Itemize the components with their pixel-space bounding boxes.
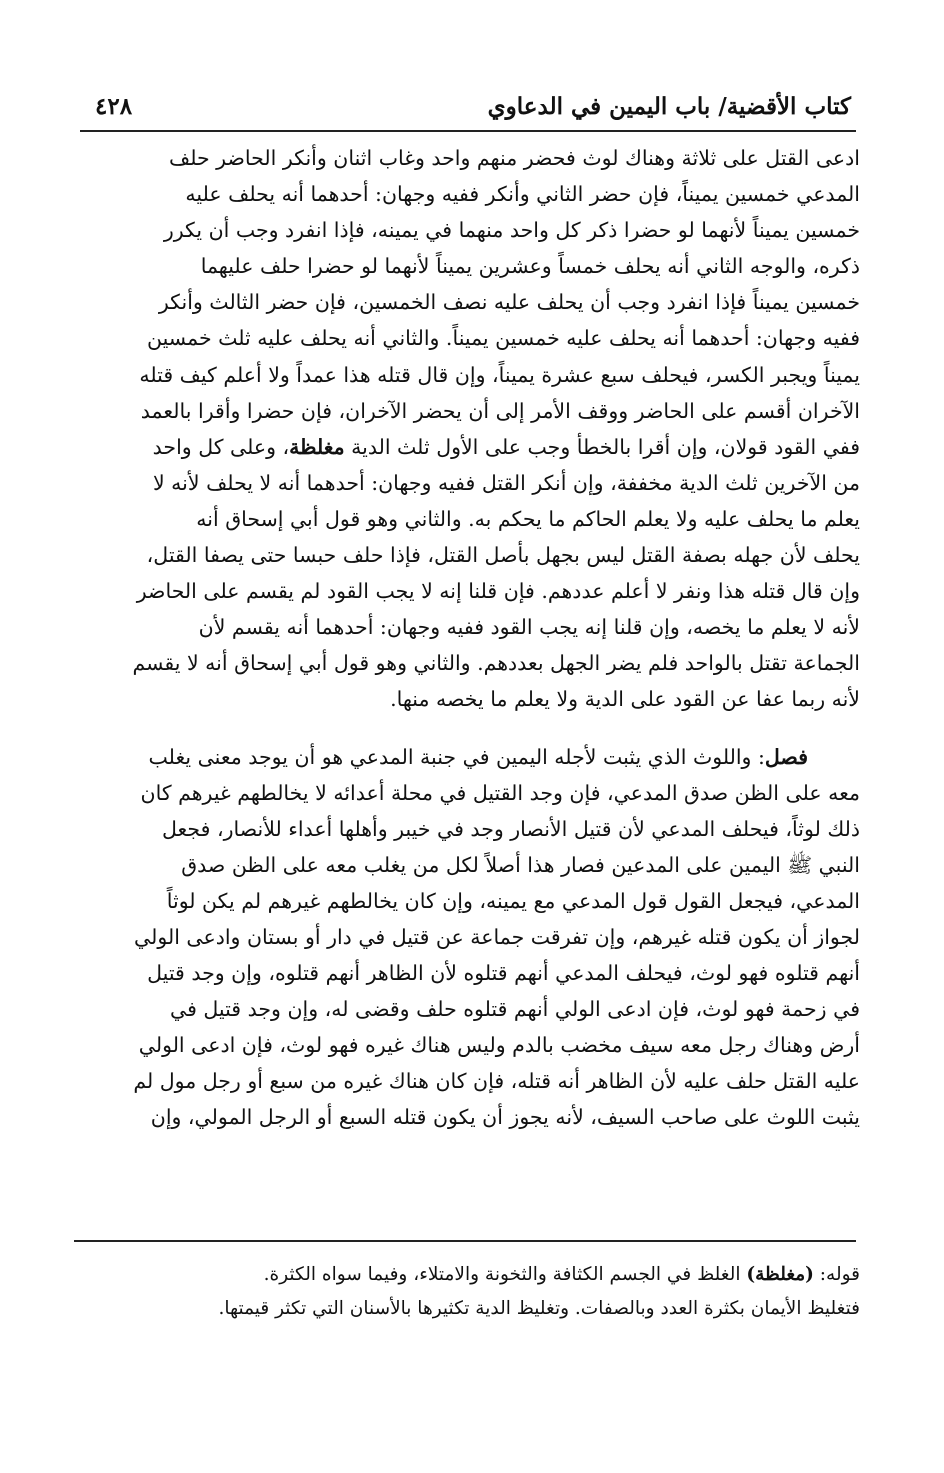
text-line: أرض وهناك رجل معه سيف مخضب بالدم وليس هناك غيره فهو لوث، فإن ادعى الولي [138, 1033, 860, 1058]
text-line: عليه القتل حلف عليه لأن الظاهر أنه قتله، فإن كان هناك غيره من سبع أو رجل مول لم [133, 1069, 860, 1094]
glossed-term: (مغلظة) [746, 1264, 814, 1285]
text-line: ذلك لوثاً، فيحلف المدعي لأن قتيل الأنصار وجد في خيبر وأهلها أعداء للأنصار، فجعل [162, 816, 860, 841]
text-run: : واللوث الذي يثبت لأجله اليمين في جنبة المدعي هو أن يوجد معنى يغلب [148, 744, 765, 769]
main-text [84, 140, 860, 1136]
text-run: الغلظ في الجسم الكثافة والثخونة والامتلاء، وفيما سواه الكثرة. [263, 1264, 747, 1285]
text-line: يعلم ما يحلف عليه ولا يعلم الحاكم ما يحكم به. والثاني وهو قول أبي إسحاق أنه [196, 506, 860, 531]
footnote-line [84, 1258, 860, 1292]
text-line: الآخران أقسم على الحاضر ووقف الأمر إلى أن يحضر الآخران، فإن حضرا وأقرا بالعمد [140, 398, 860, 423]
text-run: قوله: [813, 1264, 860, 1285]
text-line: خمسين يميناً فإذا انفرد وجب أن يحلف عليه نصف الخمسين، فإن حضر الثالث وأنكر [158, 290, 860, 315]
text-line: لجواز أن يكون قتله غيرهم، وإن تفرقت جماعة عن قتيل في دار أو بستان وادعى الولي [134, 924, 860, 949]
text-line: معه على الظن صدق المدعي، فإن وجد القتيل في محلة أعدائه لا يخالطهم غيرهم كان [140, 780, 860, 805]
text-run: ، وعلى كل واحد [152, 434, 290, 459]
text-line: ففيه وجهان: أحدهما أنه يحلف عليه خمسين يميناً. والثاني أنه يحلف عليه ثلث خمسين [147, 326, 860, 351]
text-line: يحلف لأن جهله بصفة القتل ليس بجهل بأصل القتل، فإذا حلف حبسا حتى يصفا القتل، [146, 543, 860, 568]
text-line: لأنه لا يعلم ما يخصه، وإن قلنا إنه يجب القود ففيه وجهان: أحدهما أنه يقسم لأن [198, 615, 860, 640]
text-line: في زحمة فهو لوث، فإن ادعى الولي أنهم قتلوه حلف وقضى له، وإن وجد قتيل في [169, 997, 860, 1022]
text-line: المدعي، فيجعل القول قول المدعي مع يمينه، وإن كان يخالطهم غيرهم لم يكن لوثاً [166, 888, 860, 913]
text-line: خمسين يميناً لأنهما لو حضرا ذكر كل واحد منهما في يمينه، فإذا انفرد وجب أن يكرر [163, 218, 860, 243]
footnote-rule [74, 1240, 856, 1242]
text-line: ادعى القتل على ثلاثة وهناك لوث فحضر منهم واحد وغاب اثنان وأنكر الحاضر حلف [168, 146, 860, 170]
text-line: ذكره، والوجه الثاني أنه يحلف خمساً وعشرين يميناً لأنهما لو حضرا حلف عليهما [200, 254, 860, 279]
glossed-term: مغلظة [289, 434, 345, 459]
text-line: أنهم قتلوه فهو لوث، فيحلف المدعي أنهم قتلوه لأن الظاهر أنهم قتلوه، وإن وجد قتيل [147, 961, 860, 986]
text-line [84, 429, 860, 465]
page-number: ٤٢٨ [95, 93, 133, 120]
text-line: يميناً ويجبر الكسر، فيحلف سبع عشرة يميناً، وإن قال قتله هذا عمداً ولا أعلم كيف قتله [139, 362, 860, 387]
text-line: وإن قال قتله هذا ونفر لا أعلم عددهم. فإن قلنا إنه لا يجب القود لم يقسم على الحاضر [136, 579, 860, 604]
text-line: النبي ﷺ اليمين على المدعين فصار هذا أصلاً لكل من يغلب معه على الظن صدق [181, 852, 860, 877]
running-header [95, 92, 851, 132]
text-run: ففي القود قولان، وإن أقرا بالخطأ وجب على الأول ثلث الدية [351, 434, 860, 459]
footnote [84, 1258, 860, 1326]
paragraph-1 [84, 140, 860, 718]
chapter-title: كتاب الأقضية/ باب اليمين في الدعاوي [487, 93, 851, 120]
section-heading: فصل [764, 744, 808, 769]
text-line: لأنه ربما عفا عن القود على الدية ولا يعلم ما يخصه منها. [390, 687, 860, 712]
footnote-line: فتغليظ الأيمان بكثرة العدد وبالصفات. وتغليظ الدية تكثيرها بالأسنان التي تكثر قيمتها. [218, 1298, 860, 1319]
text-line: الجماعة تقتل بالواحد فلم يضر الجهل بعددهم. والثاني وهو قول أبي إسحاق أنه لا يقسم [132, 651, 860, 676]
text-line [84, 739, 860, 775]
text-line: من الآخرين ثلث الدية مخففة، وإن أنكر القتل ففيه وجهان: أحدهما أنه لا يحلف لأنه لا [152, 470, 860, 495]
header-rule [80, 130, 856, 132]
text-line: المدعي خمسين يميناً، فإن حضر الثاني وأنكر ففيه وجهان: أحدهما أنه يحلف عليه [185, 182, 860, 207]
text-line: يثبت اللوث على صاحب السيف، لأنه يجوز أن يكون قتله السبع أو الرجل المولي، وإن [150, 1105, 860, 1130]
paragraph-2 [84, 739, 860, 1136]
